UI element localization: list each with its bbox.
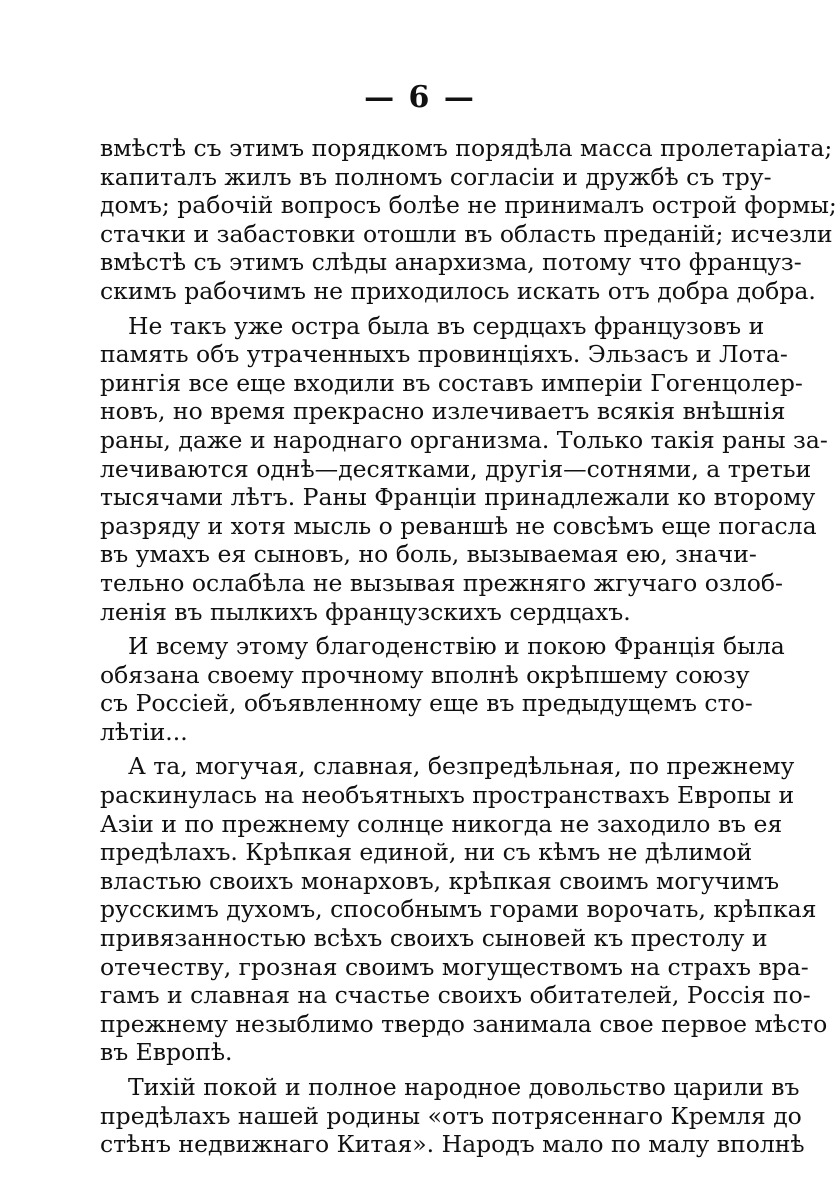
text-line: съ Россіей, объявленному еще въ предыдущемъ сто- [100,689,753,718]
text-line: домъ; рабочій вопросъ болѣе не принималъ острой формы; [100,191,837,220]
text-line: русскимъ духомъ, способнымъ горами ворочать, крѣпкая [100,895,817,924]
text-line: вмѣстѣ съ этимъ слѣды анархизма, потому что француз- [100,248,802,277]
text-line: стачки и забастовки отошли въ область преданій; исчезли [100,219,833,248]
text-line: Тихій покой и полное народное довольство царили въ [128,1073,800,1101]
text-line: властью своихъ монарховъ, крѣпкая своимъ могучимъ [100,866,780,895]
text-line: новъ, но время прекрасно излечиваетъ всякія внѣшнія [100,397,786,426]
text-line: Не такъ уже остра была въ сердцахъ французовъ и [128,311,765,340]
body-text [100,134,837,1159]
text-line: рингія все еще входили въ составъ имперіи Гогенцолер- [100,368,803,397]
paragraph-2 [100,311,828,627]
text-line: стѣнъ недвижнаго Китая». Народъ мало по малу вполнѣ [100,1130,805,1159]
text-line: Азіи и по прежнему солнце никогда не заходило въ ея [100,809,783,838]
paragraph-4 [100,752,828,1067]
text-line: предѣлахъ нашей родины «отъ потрясеннаго Кремля до [100,1101,802,1130]
text-line: гамъ и славная на счастье своихъ обитателей, Россія по- [100,981,811,1010]
text-line: тысячами лѣтъ. Раны Франціи принадлежали ко второму [100,483,816,512]
paragraph-5 [100,1073,805,1159]
text-line: разряду и хотя мысль о реваншѣ не совсѣмъ еще погасла [100,511,817,540]
text-line: ленія въ пылкихъ французскихъ сердцахъ. [100,597,631,626]
page-number: — 6 — [364,80,476,115]
text-line: вмѣстѣ съ этимъ порядкомъ порядѣла масса пролетаріата; [100,134,833,162]
text-line: въ Европѣ. [100,1038,233,1067]
text-line: предѣлахъ. Крѣпкая единой, ни съ кѣмъ не дѣлимой [100,838,753,867]
paragraph-1 [100,134,837,306]
text-line: память объ утраченныхъ провинціяхъ. Эльзасъ и Лота- [100,340,788,369]
text-line: И всему этому благоденствію и покою Франція была [128,632,785,661]
paragraph-3 [100,632,785,746]
text-line: привязанностью всѣхъ своихъ сыновей къ престолу и [100,924,768,953]
text-line: А та, могучая, славная, безпредѣльная, по прежнему [128,752,795,781]
text-line: отечеству, грозная своимъ могуществомъ на страхъ вра- [100,952,809,981]
text-line: капиталъ жилъ въ полномъ согласіи и дружбѣ съ тру- [100,162,772,191]
text-line: лечиваются однѣ—десятками, другія—сотнями, а третьи [100,454,812,483]
text-line: обязана своему прочному вполнѣ окрѣпшему союзу [100,660,750,689]
text-line: тельно ослабѣла не вызывая прежняго жгучаго озлоб- [100,568,783,597]
text-line: раскинулась на необъятныхъ пространствахъ Европы и [100,781,795,810]
text-line: въ умахъ ея сыновъ, но боль, вызываемая ею, значи- [100,540,757,569]
text-line: раны, даже и народнаго организма. Только такія раны за- [100,425,828,454]
text-line: прежнему незыблимо твердо занимала свое первое мѣсто [100,1009,828,1038]
text-line: лѣтіи... [100,717,188,746]
text-line: скимъ рабочимъ не приходилось искать отъ добра добра. [100,276,816,305]
